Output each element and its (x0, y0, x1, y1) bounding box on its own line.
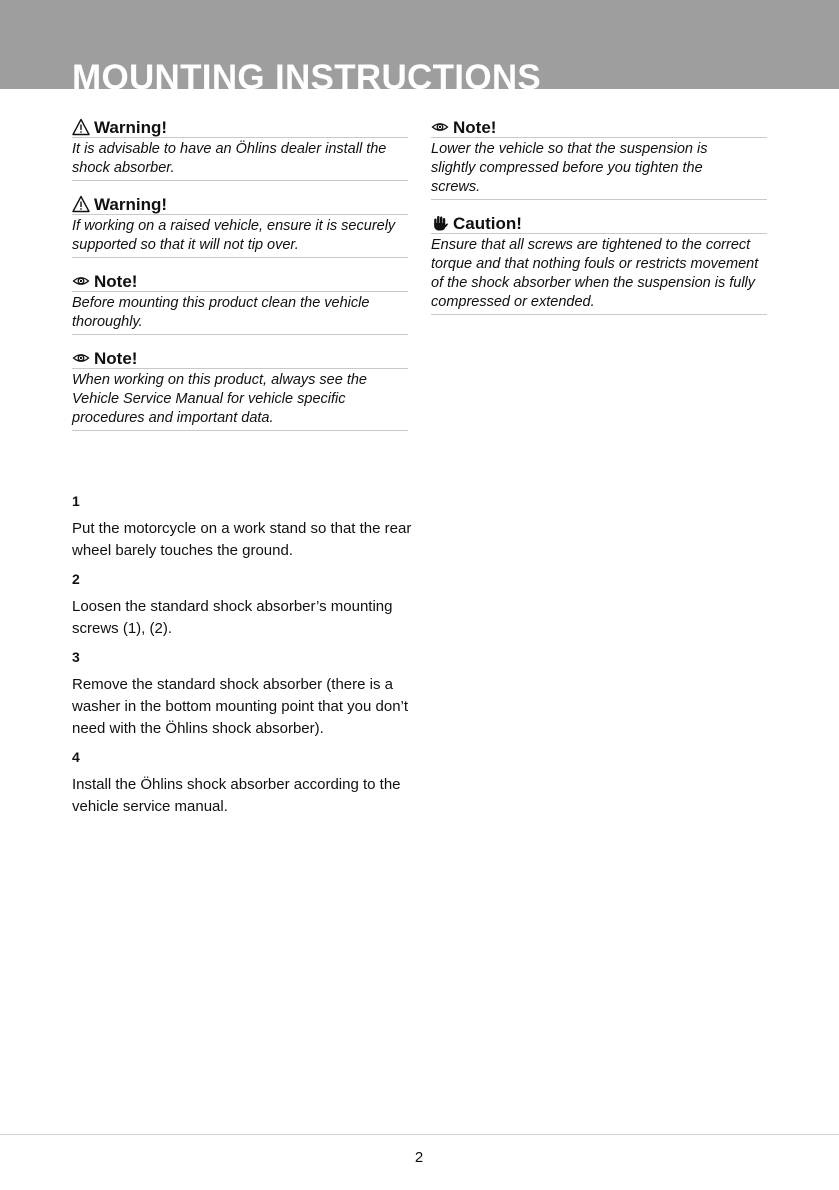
notice-title: Warning! (94, 195, 168, 214)
step-text: Remove the standard shock absorber (there is a washer in the bottom mounting point that you don’t need with the Öhlins shock absorber). (72, 676, 409, 737)
hand-stop-icon (431, 214, 449, 232)
notice-text: Before mounting this product clean the vehicle thoroughly. (72, 292, 408, 335)
header-band (0, 0, 839, 89)
step-item (72, 570, 412, 640)
eye-icon (431, 118, 449, 136)
notice-title: Note! (94, 349, 138, 368)
notice-heading (72, 117, 408, 138)
eye-icon (72, 349, 90, 367)
step-number: 4 (72, 749, 80, 765)
step-item (72, 492, 412, 562)
notice-heading (431, 213, 767, 234)
warning-triangle-icon (72, 195, 90, 213)
notice-text: Ensure that all screws are tightened to the correct torque and that nothing fouls or restricts movement of the shock absorber when the suspension is fully compressed or extended. (431, 234, 767, 315)
page-number: 2 (414, 1149, 424, 1166)
note-notice (431, 117, 767, 200)
notice-title: Warning! (94, 118, 168, 137)
eye-icon (72, 272, 90, 290)
notice-heading (431, 117, 767, 138)
warning-notice (72, 117, 408, 181)
footer-divider (0, 1134, 839, 1135)
notice-title: Caution! (453, 214, 522, 233)
step-number: 2 (72, 571, 80, 587)
notice-heading (72, 348, 408, 369)
warning-notice (72, 194, 408, 258)
notice-text: When working on this product, always see the Vehicle Service Manual for vehicle specific procedures and important data. (72, 369, 408, 431)
notice-title: Note! (453, 118, 497, 137)
notice-heading (72, 271, 408, 292)
step-item (72, 648, 412, 740)
step-text: Put the motorcycle on a work stand so that the rear wheel barely touches the ground. (72, 520, 412, 559)
notice-title: Note! (94, 272, 138, 291)
note-notice (72, 348, 408, 431)
step-number: 1 (72, 493, 80, 509)
procedure-steps (72, 492, 412, 826)
step-text: Install the Öhlins shock absorber according to the vehicle service manual. (72, 776, 401, 815)
notice-text: Lower the vehicle so that the suspension is slightly compressed before you tighten the screws. (431, 138, 767, 200)
page-title: MOUNTING INSTRUCTIONS (72, 58, 542, 89)
step-text: Loosen the standard shock absorber’s mounting screws (1), (2). (72, 598, 393, 637)
notice-text: It is advisable to have an Öhlins dealer install the shock absorber. (72, 138, 408, 181)
notice-heading (72, 194, 408, 215)
step-item (72, 748, 412, 818)
step-number: 3 (72, 649, 80, 665)
caution-notice (431, 213, 767, 315)
note-notice (72, 271, 408, 335)
warning-triangle-icon (72, 118, 90, 136)
notice-text: If working on a raised vehicle, ensure it is securely supported so that it will not tip over. (72, 215, 408, 258)
